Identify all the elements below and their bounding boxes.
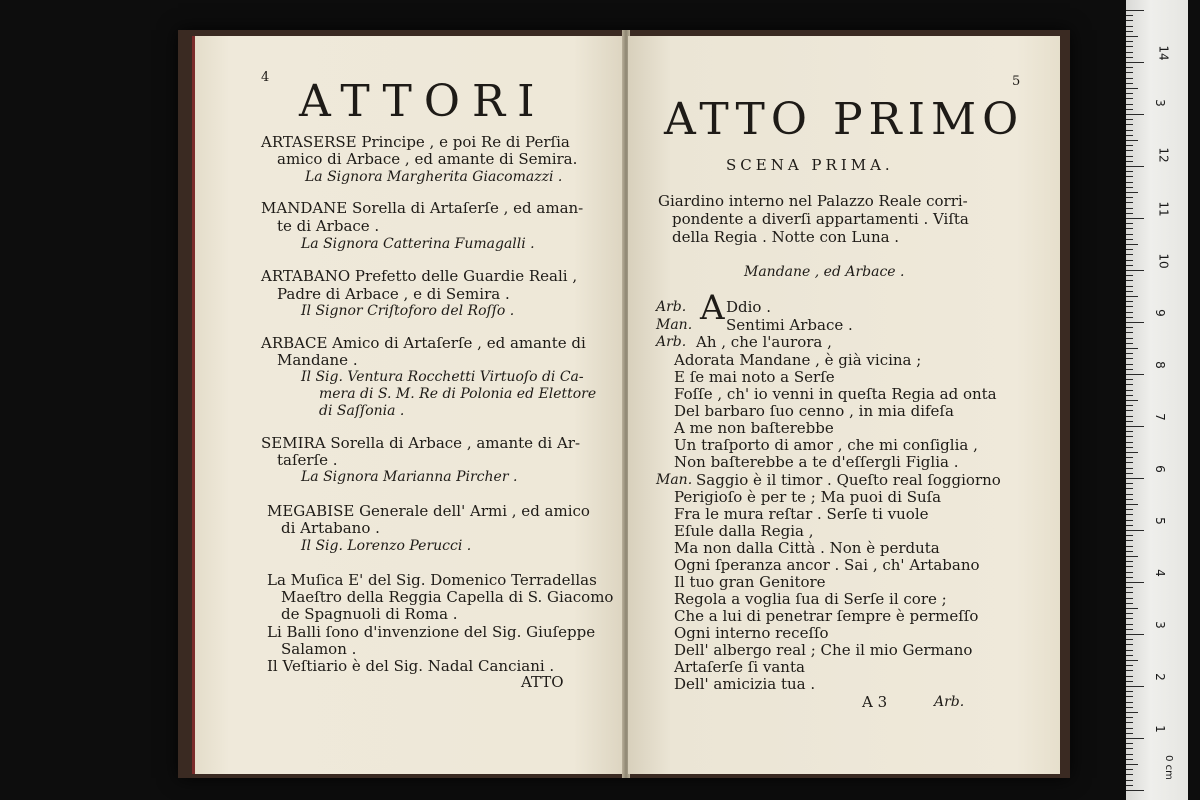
ruler-number: 5 bbox=[1152, 517, 1167, 525]
page-number: 5 bbox=[1012, 74, 1021, 89]
ruler-tick bbox=[1126, 384, 1133, 385]
dialogue-line: Un traſporto di amor , che mi conſiglia , bbox=[674, 436, 978, 454]
dialogue-line: Regola a voglia ſua di Serſe il core ; bbox=[674, 590, 947, 608]
ruler-tick bbox=[1126, 603, 1133, 604]
ruler-tick bbox=[1126, 442, 1133, 443]
ruler-tick bbox=[1126, 46, 1133, 47]
ruler-tick bbox=[1126, 540, 1133, 541]
ruler-tick bbox=[1126, 759, 1133, 760]
ruler-tick bbox=[1126, 57, 1133, 58]
ruler-tick bbox=[1126, 686, 1144, 687]
ruler-tick bbox=[1126, 332, 1133, 333]
dialogue-line: Dell' amicizia tua . bbox=[674, 675, 816, 693]
ruler-tick bbox=[1126, 327, 1133, 328]
ruler-tick bbox=[1126, 83, 1133, 84]
ruler-tick bbox=[1126, 499, 1133, 500]
ruler-tick bbox=[1126, 322, 1144, 323]
ruler-tick bbox=[1126, 728, 1133, 729]
ruler-tick bbox=[1126, 36, 1138, 37]
ruler-tick bbox=[1126, 665, 1133, 666]
ruler-tick bbox=[1126, 650, 1133, 651]
dialogue-line: A me non baſterebbe bbox=[674, 419, 834, 437]
ruler-tick bbox=[1126, 769, 1133, 770]
ruler-tick bbox=[1126, 228, 1133, 229]
ruler-tick bbox=[1126, 452, 1138, 453]
ruler-tick bbox=[1126, 358, 1133, 359]
dialogue-line: Del barbaro ſuo cenno , in mia difeſa bbox=[674, 402, 954, 420]
ruler-tick bbox=[1126, 150, 1133, 151]
page-number: 4 bbox=[261, 70, 270, 85]
ruler-tick bbox=[1126, 566, 1133, 567]
ruler-tick bbox=[1126, 348, 1138, 349]
ruler-tick bbox=[1126, 78, 1133, 79]
ruler-tick bbox=[1126, 722, 1133, 723]
cast-line: ARTASERSE Principe , e poi Re di Perſia bbox=[261, 133, 570, 151]
stage-direction: pondente a diverſi appartamenti . Viſta bbox=[672, 210, 969, 228]
ruler-tick bbox=[1126, 582, 1144, 583]
ruler-tick bbox=[1126, 431, 1133, 432]
ruler-tick bbox=[1126, 10, 1144, 11]
ruler-tick bbox=[1126, 31, 1133, 32]
cast-line: ARTABANO Prefetto delle Guardie Reali , bbox=[261, 267, 578, 285]
ruler-tick bbox=[1126, 41, 1133, 42]
dialogue-line: Adorata Mandane , è già vicina ; bbox=[674, 351, 922, 369]
ruler-tick bbox=[1126, 447, 1133, 448]
ruler-tick bbox=[1126, 213, 1133, 214]
cast-line: La Signora Marianna Pircher . bbox=[301, 469, 518, 485]
ruler-tick bbox=[1126, 140, 1138, 141]
ruler-tick bbox=[1126, 488, 1133, 489]
ruler-tick bbox=[1126, 702, 1133, 703]
speaker: Arb. bbox=[656, 334, 687, 350]
ruler-tick bbox=[1126, 608, 1138, 609]
right-page bbox=[628, 36, 1060, 774]
ruler-number: 11 bbox=[1156, 201, 1171, 217]
dialogue-line: Dell' albergo real ; Che il mio Germano bbox=[674, 641, 973, 659]
ruler-number: 2 bbox=[1152, 673, 1167, 681]
ruler-tick bbox=[1126, 67, 1133, 68]
ruler-tick bbox=[1126, 104, 1133, 105]
ruler-number: 1 bbox=[1152, 725, 1167, 733]
left-page bbox=[192, 36, 625, 774]
ruler-tick bbox=[1126, 15, 1133, 16]
dialogue-line: Che a lui di penetrar ſempre è permeſſo bbox=[674, 607, 979, 625]
ruler-number: 3 bbox=[1152, 99, 1167, 107]
ruler-number: 6 bbox=[1152, 465, 1167, 473]
ruler-tick bbox=[1126, 717, 1133, 718]
credit-line: La Muſica E' del Sig. Domenico Terradellas bbox=[267, 571, 597, 589]
dialogue-line: Ah , che l'aurora , bbox=[696, 333, 832, 351]
dialogue-line: Il tuo gran Genitore bbox=[674, 573, 826, 591]
ruler-tick bbox=[1126, 478, 1144, 479]
measuring-ruler bbox=[1126, 0, 1188, 800]
ruler-tick bbox=[1126, 785, 1133, 786]
ruler-tick bbox=[1126, 587, 1133, 588]
cast-line: MANDANE Sorella di Artaſerſe , ed aman- bbox=[261, 199, 584, 217]
scene-heading: SCENA PRIMA. bbox=[726, 156, 894, 174]
credit-line: Maeſtro della Reggia Capella di S. Giacomo bbox=[281, 588, 614, 606]
ruler-tick bbox=[1126, 629, 1133, 630]
ruler-tick bbox=[1126, 504, 1138, 505]
ruler-tick bbox=[1126, 379, 1133, 380]
characters-line: Mandane , ed Arbace . bbox=[744, 264, 905, 280]
ruler-tick bbox=[1126, 254, 1133, 255]
ruler-tick bbox=[1126, 691, 1133, 692]
credit-line: Li Balli ſono d'invenzione del Sig. Giuſeppe bbox=[267, 623, 596, 641]
drop-cap: A bbox=[700, 288, 725, 328]
cast-line: taſerſe . bbox=[277, 451, 338, 469]
ruler-tick bbox=[1126, 208, 1133, 209]
ruler-tick bbox=[1126, 551, 1133, 552]
dialogue-line: Saggio è il timor . Queſto real ſoggiorno bbox=[696, 471, 1001, 489]
dialogue-line: Eſule dalla Regia , bbox=[674, 522, 814, 540]
ruler-tick bbox=[1126, 748, 1133, 749]
ruler-tick bbox=[1126, 416, 1133, 417]
ruler-tick bbox=[1126, 306, 1133, 307]
ruler-tick bbox=[1126, 556, 1138, 557]
cast-line: Il Sig. Lorenzo Perucci . bbox=[301, 538, 472, 554]
dialogue-line: Ma non dalla Città . Non è perduta bbox=[674, 539, 940, 557]
ruler-tick bbox=[1126, 312, 1133, 313]
page-title: ATTORI bbox=[299, 76, 547, 127]
ruler-tick bbox=[1126, 62, 1144, 63]
cast-line: Padre di Arbace , e di Semira . bbox=[277, 285, 510, 303]
ruler-number: 9 bbox=[1152, 309, 1167, 317]
ruler-tick bbox=[1126, 20, 1133, 21]
stage-direction: della Regia . Notte con Luna . bbox=[672, 228, 900, 246]
ruler-tick bbox=[1126, 764, 1138, 765]
ruler-tick bbox=[1126, 187, 1133, 188]
ruler-tick bbox=[1126, 390, 1133, 391]
ruler-tick bbox=[1126, 473, 1133, 474]
catchword: ATTO bbox=[521, 673, 564, 691]
ruler-tick bbox=[1126, 338, 1133, 339]
ruler-tick bbox=[1126, 156, 1133, 157]
dialogue-line: Ogni interno receſſo bbox=[674, 624, 829, 642]
ruler-tick bbox=[1126, 426, 1144, 427]
ruler-tick bbox=[1126, 494, 1133, 495]
ruler-tick bbox=[1126, 72, 1133, 73]
ruler-unit-label: 0 cm bbox=[1162, 755, 1174, 780]
ruler-tick bbox=[1126, 598, 1133, 599]
dialogue-line: Sentimi Arbace . bbox=[726, 316, 853, 334]
cast-line: di Saſſonia . bbox=[319, 403, 405, 419]
ruler-tick bbox=[1126, 124, 1133, 125]
dialogue-line: E ſe mai noto a Serſe bbox=[674, 368, 835, 386]
ruler-tick bbox=[1126, 410, 1133, 411]
ruler-tick bbox=[1126, 572, 1133, 573]
ruler-tick bbox=[1126, 405, 1133, 406]
ruler-tick bbox=[1126, 681, 1133, 682]
cast-line: La Signora Catterina Fumagalli . bbox=[301, 236, 535, 252]
ruler-tick bbox=[1126, 202, 1133, 203]
ruler-number: 14 bbox=[1156, 45, 1171, 61]
ruler-number: 8 bbox=[1152, 361, 1167, 369]
dialogue-line: Ddio . bbox=[726, 298, 771, 316]
ruler-tick bbox=[1126, 114, 1144, 115]
ruler-tick bbox=[1126, 624, 1133, 625]
ruler-tick bbox=[1126, 707, 1133, 708]
ruler-tick bbox=[1126, 780, 1133, 781]
cast-line: La Signora Margherita Giacomazzi . bbox=[305, 169, 563, 185]
ruler-tick bbox=[1126, 639, 1133, 640]
ruler-tick bbox=[1126, 275, 1133, 276]
ruler-tick bbox=[1126, 395, 1133, 396]
ruler-tick bbox=[1126, 577, 1133, 578]
ruler-tick bbox=[1126, 353, 1133, 354]
ruler-tick bbox=[1126, 135, 1133, 136]
dialogue-line: Fra le mura reſtar . Serſe ti vuole bbox=[674, 505, 929, 523]
ruler-tick bbox=[1126, 660, 1138, 661]
catchword: Arb. bbox=[934, 694, 965, 710]
ruler-tick bbox=[1126, 98, 1133, 99]
ruler-tick bbox=[1126, 280, 1133, 281]
ruler-tick bbox=[1126, 374, 1144, 375]
cast-line: SEMIRA Sorella di Arbace , amante di Ar- bbox=[261, 434, 581, 452]
ruler-tick bbox=[1126, 171, 1133, 172]
ruler-tick bbox=[1126, 436, 1133, 437]
ruler-tick bbox=[1126, 592, 1133, 593]
speaker: Man. bbox=[656, 317, 693, 333]
cast-line: MEGABISE Generale dell' Armi , ed amico bbox=[267, 502, 590, 520]
ruler-tick bbox=[1126, 166, 1144, 167]
signature-mark: A 3 bbox=[862, 693, 888, 711]
open-book bbox=[178, 30, 1070, 778]
ruler-tick bbox=[1126, 296, 1138, 297]
ruler-tick bbox=[1126, 286, 1133, 287]
ruler-tick bbox=[1126, 733, 1133, 734]
ruler-tick bbox=[1126, 223, 1133, 224]
ruler-tick bbox=[1126, 530, 1144, 531]
credit-line: Salamon . bbox=[281, 640, 357, 658]
ruler-tick bbox=[1126, 130, 1133, 131]
ruler-number: 12 bbox=[1156, 147, 1171, 163]
ruler-tick bbox=[1126, 712, 1138, 713]
ruler-tick bbox=[1126, 655, 1133, 656]
ruler-number: 3 bbox=[1152, 621, 1167, 629]
credit-line: Il Veſtiario è del Sig. Nadal Canciani . bbox=[267, 657, 555, 675]
ruler-tick bbox=[1126, 291, 1133, 292]
ruler-tick bbox=[1126, 754, 1133, 755]
ruler-tick bbox=[1126, 457, 1133, 458]
page-title: ATTO PRIMO bbox=[664, 94, 1025, 145]
ruler-tick bbox=[1126, 468, 1133, 469]
ruler-tick bbox=[1126, 244, 1138, 245]
ruler-tick bbox=[1126, 270, 1144, 271]
credit-line: de Spagnuoli di Roma . bbox=[281, 605, 458, 623]
speaker: Arb. bbox=[656, 299, 687, 315]
ruler-number: 7 bbox=[1152, 413, 1167, 421]
ruler-tick bbox=[1126, 618, 1133, 619]
ruler-tick bbox=[1126, 676, 1133, 677]
ruler-tick bbox=[1126, 182, 1133, 183]
ruler-tick bbox=[1126, 343, 1133, 344]
cast-line: mera di S. M. Re di Polonia ed Elettore bbox=[319, 386, 597, 402]
ruler-tick bbox=[1126, 197, 1133, 198]
stage-direction: Giardino interno nel Palazzo Reale corri- bbox=[658, 192, 968, 210]
ruler-tick bbox=[1126, 644, 1133, 645]
dialogue-line: Artaſerſe ſi vanta bbox=[674, 658, 805, 676]
ruler-tick bbox=[1126, 400, 1138, 401]
ruler-tick bbox=[1126, 670, 1133, 671]
dialogue-line: Non baſterebbe a te d'eſſergli Figlia . bbox=[674, 453, 959, 471]
ruler-tick bbox=[1126, 192, 1138, 193]
ruler-tick bbox=[1126, 369, 1133, 370]
ruler-tick bbox=[1126, 52, 1133, 53]
ruler-tick bbox=[1126, 525, 1133, 526]
ruler-tick bbox=[1126, 317, 1133, 318]
ruler-tick bbox=[1126, 509, 1133, 510]
ruler-tick bbox=[1126, 119, 1133, 120]
cast-line: Mandane . bbox=[277, 351, 358, 369]
ruler-tick bbox=[1126, 774, 1133, 775]
ruler-number: 10 bbox=[1156, 253, 1171, 269]
ruler-tick bbox=[1126, 364, 1133, 365]
ruler-tick bbox=[1126, 535, 1133, 536]
ruler-number: 4 bbox=[1152, 569, 1167, 577]
ruler-tick bbox=[1126, 260, 1133, 261]
ruler-tick bbox=[1126, 265, 1133, 266]
cast-line: te di Arbace . bbox=[277, 217, 380, 235]
dialogue-line: Foſſe , ch' io venni in queſta Regia ad onta bbox=[674, 385, 997, 403]
dialogue-line: Ogni ſperanza ancor . Sai , ch' Artabano bbox=[674, 556, 980, 574]
ruler-tick bbox=[1126, 738, 1144, 739]
ruler-tick bbox=[1126, 790, 1144, 791]
ruler-tick bbox=[1126, 613, 1133, 614]
ruler-tick bbox=[1126, 93, 1133, 94]
ruler-tick bbox=[1126, 743, 1133, 744]
dialogue-line: Perigioſo è per te ; Ma puoi di Suſa bbox=[674, 488, 942, 506]
ruler-tick bbox=[1126, 26, 1133, 27]
speaker: Man. bbox=[656, 472, 693, 488]
ruler-tick bbox=[1126, 88, 1138, 89]
ruler-tick bbox=[1126, 514, 1133, 515]
ruler-tick bbox=[1126, 145, 1133, 146]
ruler-tick bbox=[1126, 520, 1133, 521]
ruler-tick bbox=[1126, 161, 1133, 162]
ruler-tick bbox=[1126, 234, 1133, 235]
ruler-tick bbox=[1126, 301, 1133, 302]
ruler-tick bbox=[1126, 696, 1133, 697]
cast-line: amico di Arbace , ed amante di Semira. bbox=[277, 150, 578, 168]
ruler-tick bbox=[1126, 176, 1133, 177]
ruler-tick bbox=[1126, 249, 1133, 250]
cast-line: di Artabano . bbox=[281, 519, 380, 537]
ruler-tick bbox=[1126, 462, 1133, 463]
ruler-tick bbox=[1126, 218, 1144, 219]
ruler-tick bbox=[1126, 421, 1133, 422]
ruler-tick bbox=[1126, 546, 1133, 547]
ruler-tick bbox=[1126, 483, 1133, 484]
ruler-tick bbox=[1126, 239, 1133, 240]
cast-line: Il Signor Criſtoforo del Roſſo . bbox=[301, 303, 515, 319]
ruler-tick bbox=[1126, 561, 1133, 562]
cast-line: Il Sig. Ventura Rocchetti Virtuoſo di Ca- bbox=[301, 369, 584, 385]
ruler-tick bbox=[1126, 634, 1144, 635]
ruler-tick bbox=[1126, 109, 1133, 110]
cast-line: ARBACE Amico di Artaſerſe , ed amante di bbox=[261, 334, 586, 352]
